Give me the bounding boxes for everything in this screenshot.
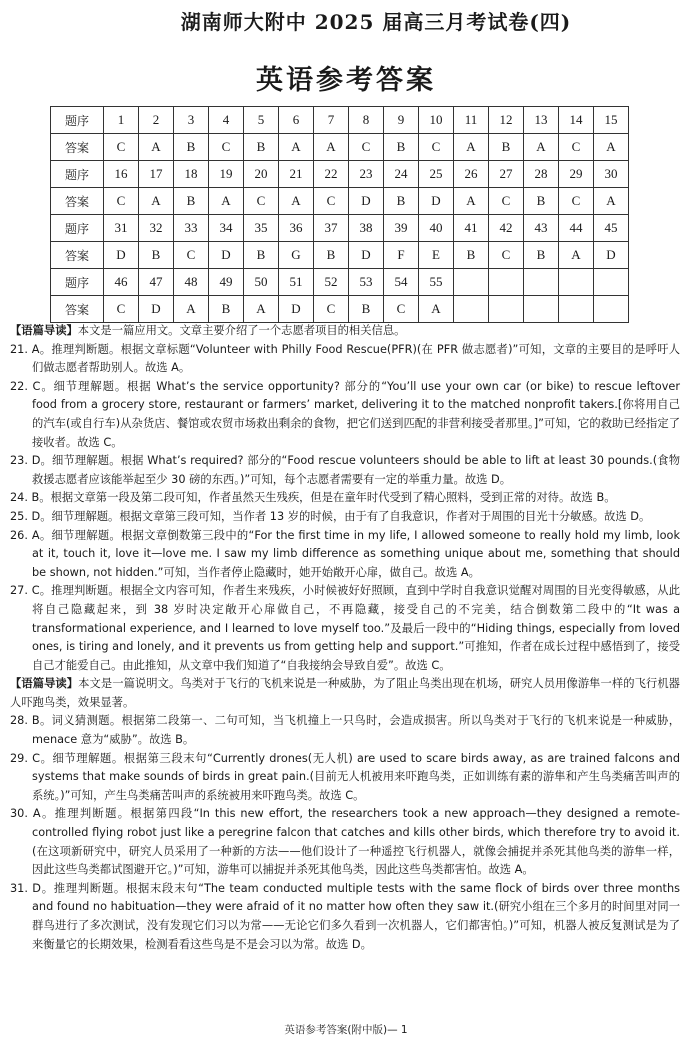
question-number-cell: [594, 269, 629, 296]
question-number-cell: 9: [384, 107, 419, 134]
answer-cell: B: [174, 134, 209, 161]
school-title: 湖南师大附中 2025 届高三月考试卷(四): [180, 10, 572, 34]
answer-cell: A: [174, 296, 209, 323]
question-number-cell: 27: [489, 161, 524, 188]
answer-cell: D: [594, 242, 629, 269]
answer-row: [51, 188, 629, 215]
explanation-q22: 22. C。细节理解题。根据 What’s the service opportunity? 部分的“You’ll use your own car (or bike) to rescue leftover food from a grocery store, restaurant or farmers’ market, delivering it to the matched nonprofit takers.[你将用自己的汽车(或自行车)从杂货店、餐馆或农贸市场救出剩余的食物，把它们送到匹配的非营利接受者那里。]”可知，它的救助已经指定了接收者。故选 C。: [10, 379, 680, 449]
answer-cell: C: [104, 188, 139, 215]
answer-cell: F: [384, 242, 419, 269]
explanation-q26: 26. A。细节理解题。根据文章倒数第三段中的“For the first time in my life, I allowed someone to really hold my limb, look at it, touch it, love it—love me. I saw my limb difference as something unique about me, something that should be shown, not hidden.”可知，当作者停止隐藏时，她开始敞开心扉，做自己。故选 A。: [10, 528, 680, 579]
explanation-q24: 24. B。根据文章第一段及第二段可知，作者虽然天生残疾，但是在童年时代受到了精心照料，受到正常的对待。故选 B。: [10, 491, 616, 505]
question-number-cell: 20: [244, 161, 279, 188]
row-label: 题序: [51, 269, 104, 296]
question-number-cell: 15: [594, 107, 629, 134]
answer-cell: A: [594, 134, 629, 161]
answer-cell: C: [419, 134, 454, 161]
question-number-cell: 46: [104, 269, 139, 296]
question-number-cell: 28: [524, 161, 559, 188]
answer-cell: B: [384, 188, 419, 215]
row-label: 答案: [51, 296, 104, 323]
answer-cell: B: [489, 134, 524, 161]
question-number-cell: 29: [559, 161, 594, 188]
answer-cell: D: [349, 188, 384, 215]
question-number-cell: 54: [384, 269, 419, 296]
answer-cell: C: [559, 188, 594, 215]
question-number-cell: 8: [349, 107, 384, 134]
question-number-cell: [454, 269, 489, 296]
question-number-cell: 36: [279, 215, 314, 242]
answer-cell: [559, 296, 594, 323]
question-number-cell: 34: [209, 215, 244, 242]
question-number-cell: 17: [139, 161, 174, 188]
answer-cell: D: [139, 296, 174, 323]
question-number-cell: 52: [314, 269, 349, 296]
answer-row: [51, 296, 629, 323]
question-number-cell: 12: [489, 107, 524, 134]
answer-cell: B: [244, 242, 279, 269]
page-footer: 英语参考答案(附中版)— 1: [284, 1024, 408, 1036]
guide-tag: 【语篇导读】: [10, 324, 78, 337]
answer-cell: C: [209, 134, 244, 161]
answer-cell: B: [454, 242, 489, 269]
answer-row: [51, 242, 629, 269]
question-number-cell: 32: [139, 215, 174, 242]
answer-cell: B: [314, 242, 349, 269]
question-number-row: [51, 215, 629, 242]
question-number-cell: 53: [349, 269, 384, 296]
answer-cell: A: [559, 242, 594, 269]
answer-cell: C: [384, 296, 419, 323]
question-number-row: [51, 161, 629, 188]
explanation-q25: 25. D。细节理解题。根据文章第三段可知，当作者 13 岁的时候，由于有了自我意识，作者对于周围的目光十分敏感。故选 D。: [10, 509, 651, 523]
answer-cell: D: [419, 188, 454, 215]
question-number-cell: 50: [244, 269, 279, 296]
answer-cell: D: [349, 242, 384, 269]
explanation-q31: 31. D。推理判断题。根据末段末句“The team conducted multiple tests with the same flock of birds over three months and found no habituation—they were afraid of it no matter how often they saw it.(研究小组在三个多月的时间里对同一群鸟进行了多次测试，没有发现它们习以为常——无论它们多久看到一次机器人，它们都害怕。)”可知，机器人被反复测试是为了来衡量它的长期效果，检测看看这些鸟是不是会习以为常。故选 D。: [10, 881, 680, 951]
question-number-cell: 38: [349, 215, 384, 242]
question-number-cell: 31: [104, 215, 139, 242]
question-number-cell: 49: [209, 269, 244, 296]
answer-cell: B: [174, 188, 209, 215]
question-number-cell: [559, 269, 594, 296]
answer-cell: A: [594, 188, 629, 215]
question-number-cell: 30: [594, 161, 629, 188]
guide-paragraph-1: [10, 322, 680, 341]
question-number-cell: 22: [314, 161, 349, 188]
question-number-cell: 47: [139, 269, 174, 296]
question-number-cell: 48: [174, 269, 209, 296]
explanation-q29: 29. C。细节理解题。根据第三段末句“Currently drones(无人机) are used to scare birds away, as are trained falcons and systems that make sounds of birds in great pain.(目前无人机被用来吓跑鸟类，正如训练有素的游隼和产生鸟类痛苦叫声的系统。)”可知，产生鸟类痛苦叫声的系统被用来吓跑鸟类。故选 C。: [10, 751, 680, 802]
answer-cell: B: [244, 134, 279, 161]
question-number-cell: 21: [279, 161, 314, 188]
row-label: 答案: [51, 242, 104, 269]
question-number-cell: 14: [559, 107, 594, 134]
answer-cell: C: [104, 296, 139, 323]
question-number-cell: 16: [104, 161, 139, 188]
answer-cell: A: [419, 296, 454, 323]
answer-cell: A: [139, 188, 174, 215]
question-number-row: [51, 269, 629, 296]
question-number-cell: 35: [244, 215, 279, 242]
answer-cell: B: [349, 296, 384, 323]
answer-table: [50, 106, 629, 323]
question-number-cell: 26: [454, 161, 489, 188]
question-number-cell: 41: [454, 215, 489, 242]
answer-cell: A: [139, 134, 174, 161]
answer-cell: A: [314, 134, 349, 161]
answer-cell: C: [314, 188, 349, 215]
question-number-cell: 11: [454, 107, 489, 134]
question-number-cell: 39: [384, 215, 419, 242]
answer-cell: B: [384, 134, 419, 161]
question-number-cell: [489, 269, 524, 296]
question-number-cell: 42: [489, 215, 524, 242]
answer-cell: A: [279, 188, 314, 215]
question-number-cell: 25: [419, 161, 454, 188]
row-label: 题序: [51, 215, 104, 242]
answer-row: [51, 134, 629, 161]
question-number-cell: 37: [314, 215, 349, 242]
answer-cell: A: [524, 134, 559, 161]
question-number-cell: 13: [524, 107, 559, 134]
explanation-q30: 30. A。推理判断题。根据第四段“In this new effort, the researchers took a new approach—they designed a remote-controlled flying robot just like a peregrine falcon that catches and kills other birds, which therefore try to avoid it.(在这项新研究中，研究人员采用了一种新的方法——他们设计了一种遥控飞行机器人，就像会捕捉并杀死其他鸟类的游隼一样，因此这些鸟类都试图避开它。)”可知，游隼可以捕捉并杀死其他鸟类，因此这些鸟类都害怕。故选 A。: [10, 807, 680, 877]
question-number-row: [51, 107, 629, 134]
row-label: 答案: [51, 188, 104, 215]
answer-cell: [489, 296, 524, 323]
explanation-q27: 27. C。推理判断题。根据全文内容可知，作者生来残疾，小时候被好好照顾，直到中学时自我意识觉醒对周围的目光变得敏感，从此将自己隐藏起来，到 38 岁时决定敞开心扉做自己，不再隐藏，接受自己的不完美，结合倒数第二段中的“It was a transformational experience, and I learned to love myself too.”及最后一段中的“Hiding things, especially from loved ones, is tiring and lonely, and it prevents us from getting help and support.”可推知，作者在成长过程中感悟到了，接受自己才能爱自己。由此推知，从文章中我们知道了“自我接纳会导致自爱”。故选 C。: [10, 584, 680, 672]
answer-cell: A: [454, 188, 489, 215]
question-number-cell: 51: [279, 269, 314, 296]
answer-cell: C: [104, 134, 139, 161]
question-number-cell: 44: [559, 215, 594, 242]
guide-paragraph-2: [10, 675, 680, 712]
guide-text: 本文是一篇应用文。文章主要介绍了一个志愿者项目的相关信息。: [77, 324, 406, 337]
answer-cell: A: [209, 188, 244, 215]
answer-cell: A: [244, 296, 279, 323]
answer-cell: B: [209, 296, 244, 323]
question-number-cell: 6: [279, 107, 314, 134]
question-number-cell: 55: [419, 269, 454, 296]
explanations: [10, 322, 680, 954]
row-label: 题序: [51, 107, 104, 134]
answer-cell: C: [489, 242, 524, 269]
question-number-cell: 18: [174, 161, 209, 188]
explanation-q23: 23. D。细节理解题。根据 What’s required? 部分的“Food rescue volunteers should be able to lift at least 30 pounds.(食物救援志愿者应该能举起至少 30 磅的东西。)”可知，每个志愿者需要有一定的举重力量。故选 D。: [10, 454, 680, 486]
answer-cell: [454, 296, 489, 323]
row-label: 题序: [51, 161, 104, 188]
answer-cell: B: [139, 242, 174, 269]
answer-cell: C: [349, 134, 384, 161]
answer-cell: E: [419, 242, 454, 269]
answer-cell: [594, 296, 629, 323]
question-number-cell: 7: [314, 107, 349, 134]
explanation-q28: 28. B。词义猜测题。根据第二段第一、二句可知，当飞机撞上一只鸟时，会造成损害。所以鸟类对于飞行的飞机来说是一种威胁，menace 意为“威胁”。故选 B。: [10, 714, 680, 747]
answer-cell: D: [209, 242, 244, 269]
question-number-cell: 2: [139, 107, 174, 134]
question-number-cell: 10: [419, 107, 454, 134]
answer-cell: C: [174, 242, 209, 269]
row-label: 答案: [51, 134, 104, 161]
answer-cell: C: [244, 188, 279, 215]
answer-cell: D: [279, 296, 314, 323]
guide-text: 本文是一篇说明文。鸟类对于飞行的飞机来说是一种威胁，为了阻止鸟类出现在机场，研究人员用像游隼一样的飞行机器人吓跑鸟类，效果显著。: [10, 677, 680, 709]
question-number-cell: 4: [209, 107, 244, 134]
guide-tag: 【语篇导读】: [10, 677, 79, 691]
answer-cell: B: [524, 188, 559, 215]
question-number-cell: 19: [209, 161, 244, 188]
answer-cell: [524, 296, 559, 323]
question-number-cell: [524, 269, 559, 296]
answer-cell: G: [279, 242, 314, 269]
question-number-cell: 24: [384, 161, 419, 188]
question-number-cell: 33: [174, 215, 209, 242]
doc-title: 英语参考答案: [256, 65, 436, 96]
answer-cell: C: [314, 296, 349, 323]
answer-cell: B: [524, 242, 559, 269]
explanation-q21: 21. A。推理判断题。根据文章标题“Volunteer with Philly Food Rescue(PFR)(在 PFR 做志愿者)”可知，文章的主要目的是呼吁人们做志愿者帮助别人。故选 A。: [10, 342, 680, 375]
answer-cell: D: [104, 242, 139, 269]
answer-cell: C: [489, 188, 524, 215]
question-number-cell: 3: [174, 107, 209, 134]
question-number-cell: 45: [594, 215, 629, 242]
answer-cell: A: [279, 134, 314, 161]
question-number-cell: 40: [419, 215, 454, 242]
question-number-cell: 5: [244, 107, 279, 134]
question-number-cell: 23: [349, 161, 384, 188]
answer-cell: A: [454, 134, 489, 161]
question-number-cell: 1: [104, 107, 139, 134]
question-number-cell: 43: [524, 215, 559, 242]
answer-cell: C: [559, 134, 594, 161]
